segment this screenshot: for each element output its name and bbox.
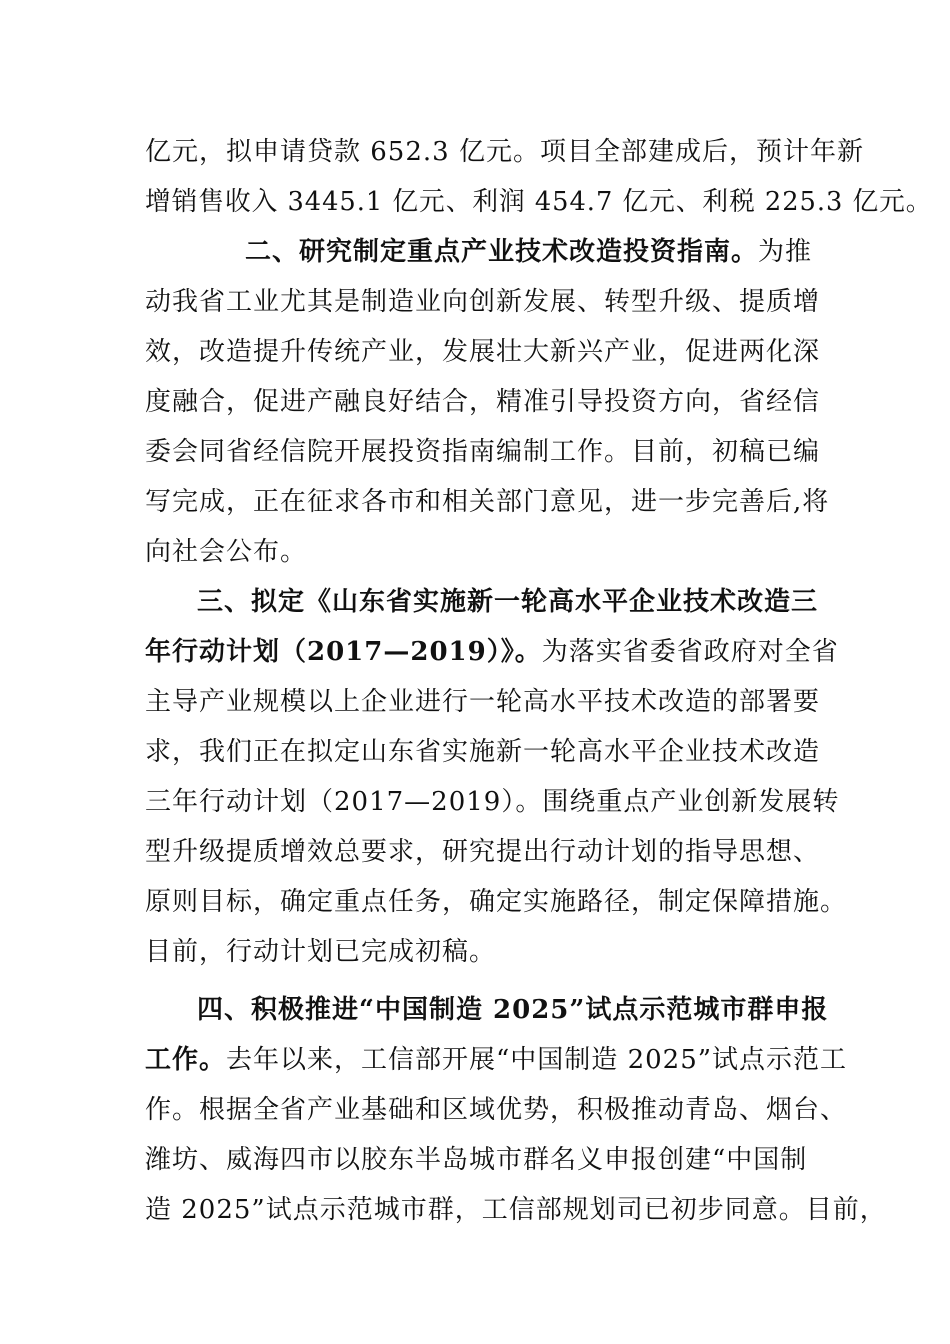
body-line: 增销售收入 3445.1 亿元、利润 454.7 亿元、利税 225.3 亿元。 [145, 187, 933, 217]
body-line: 委会同省经信院开展投资指南编制工作。目前，初稿已编 [145, 437, 821, 467]
section-4-heading: 四、积极推进“中国制造 2025”试点示范城市群申报 [197, 995, 829, 1025]
section-2-heading: 二、研究制定重点产业技术改造投资指南。 [245, 237, 759, 267]
body-line: 目前，行动计划已完成初稿。 [145, 937, 497, 967]
body-line: 动我省工业尤其是制造业向创新发展、转型升级、提质增 [145, 287, 821, 317]
body-line: 效，改造提升传统产业，发展壮大新兴产业，促进两化深 [145, 337, 821, 367]
body-line: 作。根据全省产业基础和区域优势，积极推动青岛、烟台、 [145, 1095, 848, 1125]
body-line: 求，我们正在拟定山东省实施新一轮高水平企业技术改造 [145, 737, 821, 767]
body-line: 写完成，正在征求各市和相关部门意见，进一步完善后,将 [145, 487, 830, 517]
body-text: 为落实省委省政府对全省 [541, 637, 839, 667]
section-3-heading-end: 年行动计划（2017—2019）》。 [145, 637, 542, 667]
body-line: 型升级提质增效总要求，研究提出行动计划的指导思想、 [145, 837, 821, 867]
section-3-heading: 三、拟定《山东省实施新一轮高水平企业技术改造三 [197, 587, 819, 617]
section-4-line [145, 1040, 847, 1080]
body-line: 原则目标，确定重点任务，确定实施路径，制定保障措施。 [145, 887, 848, 917]
body-line: 潍坊、威海四市以胶东半岛城市群名义申报创建“中国制 [145, 1145, 808, 1175]
body-line: 主导产业规模以上企业进行一轮高水平技术改造的部署要 [145, 687, 821, 717]
body-line: 亿元，拟申请贷款 652.3 亿元。项目全部建成后，预计年新 [145, 137, 864, 167]
section-2-line [245, 232, 812, 272]
section-4-heading-end: 工作。 [145, 1045, 227, 1075]
body-line: 向社会公布。 [145, 537, 308, 567]
section-3-line [145, 632, 839, 672]
body-line: 三年行动计划（2017—2019）。围绕重点产业创新发展转 [145, 787, 840, 817]
body-text: 去年以来，工信部开展“中国制造 2025”试点示范工 [226, 1045, 848, 1075]
body-line: 度融合，促进产融良好结合，精准引导投资方向，省经信 [145, 387, 821, 417]
body-line: 造 2025”试点示范城市群，工信部规划司已初步同意。目前， [145, 1195, 887, 1225]
body-text: 为推 [758, 237, 813, 267]
